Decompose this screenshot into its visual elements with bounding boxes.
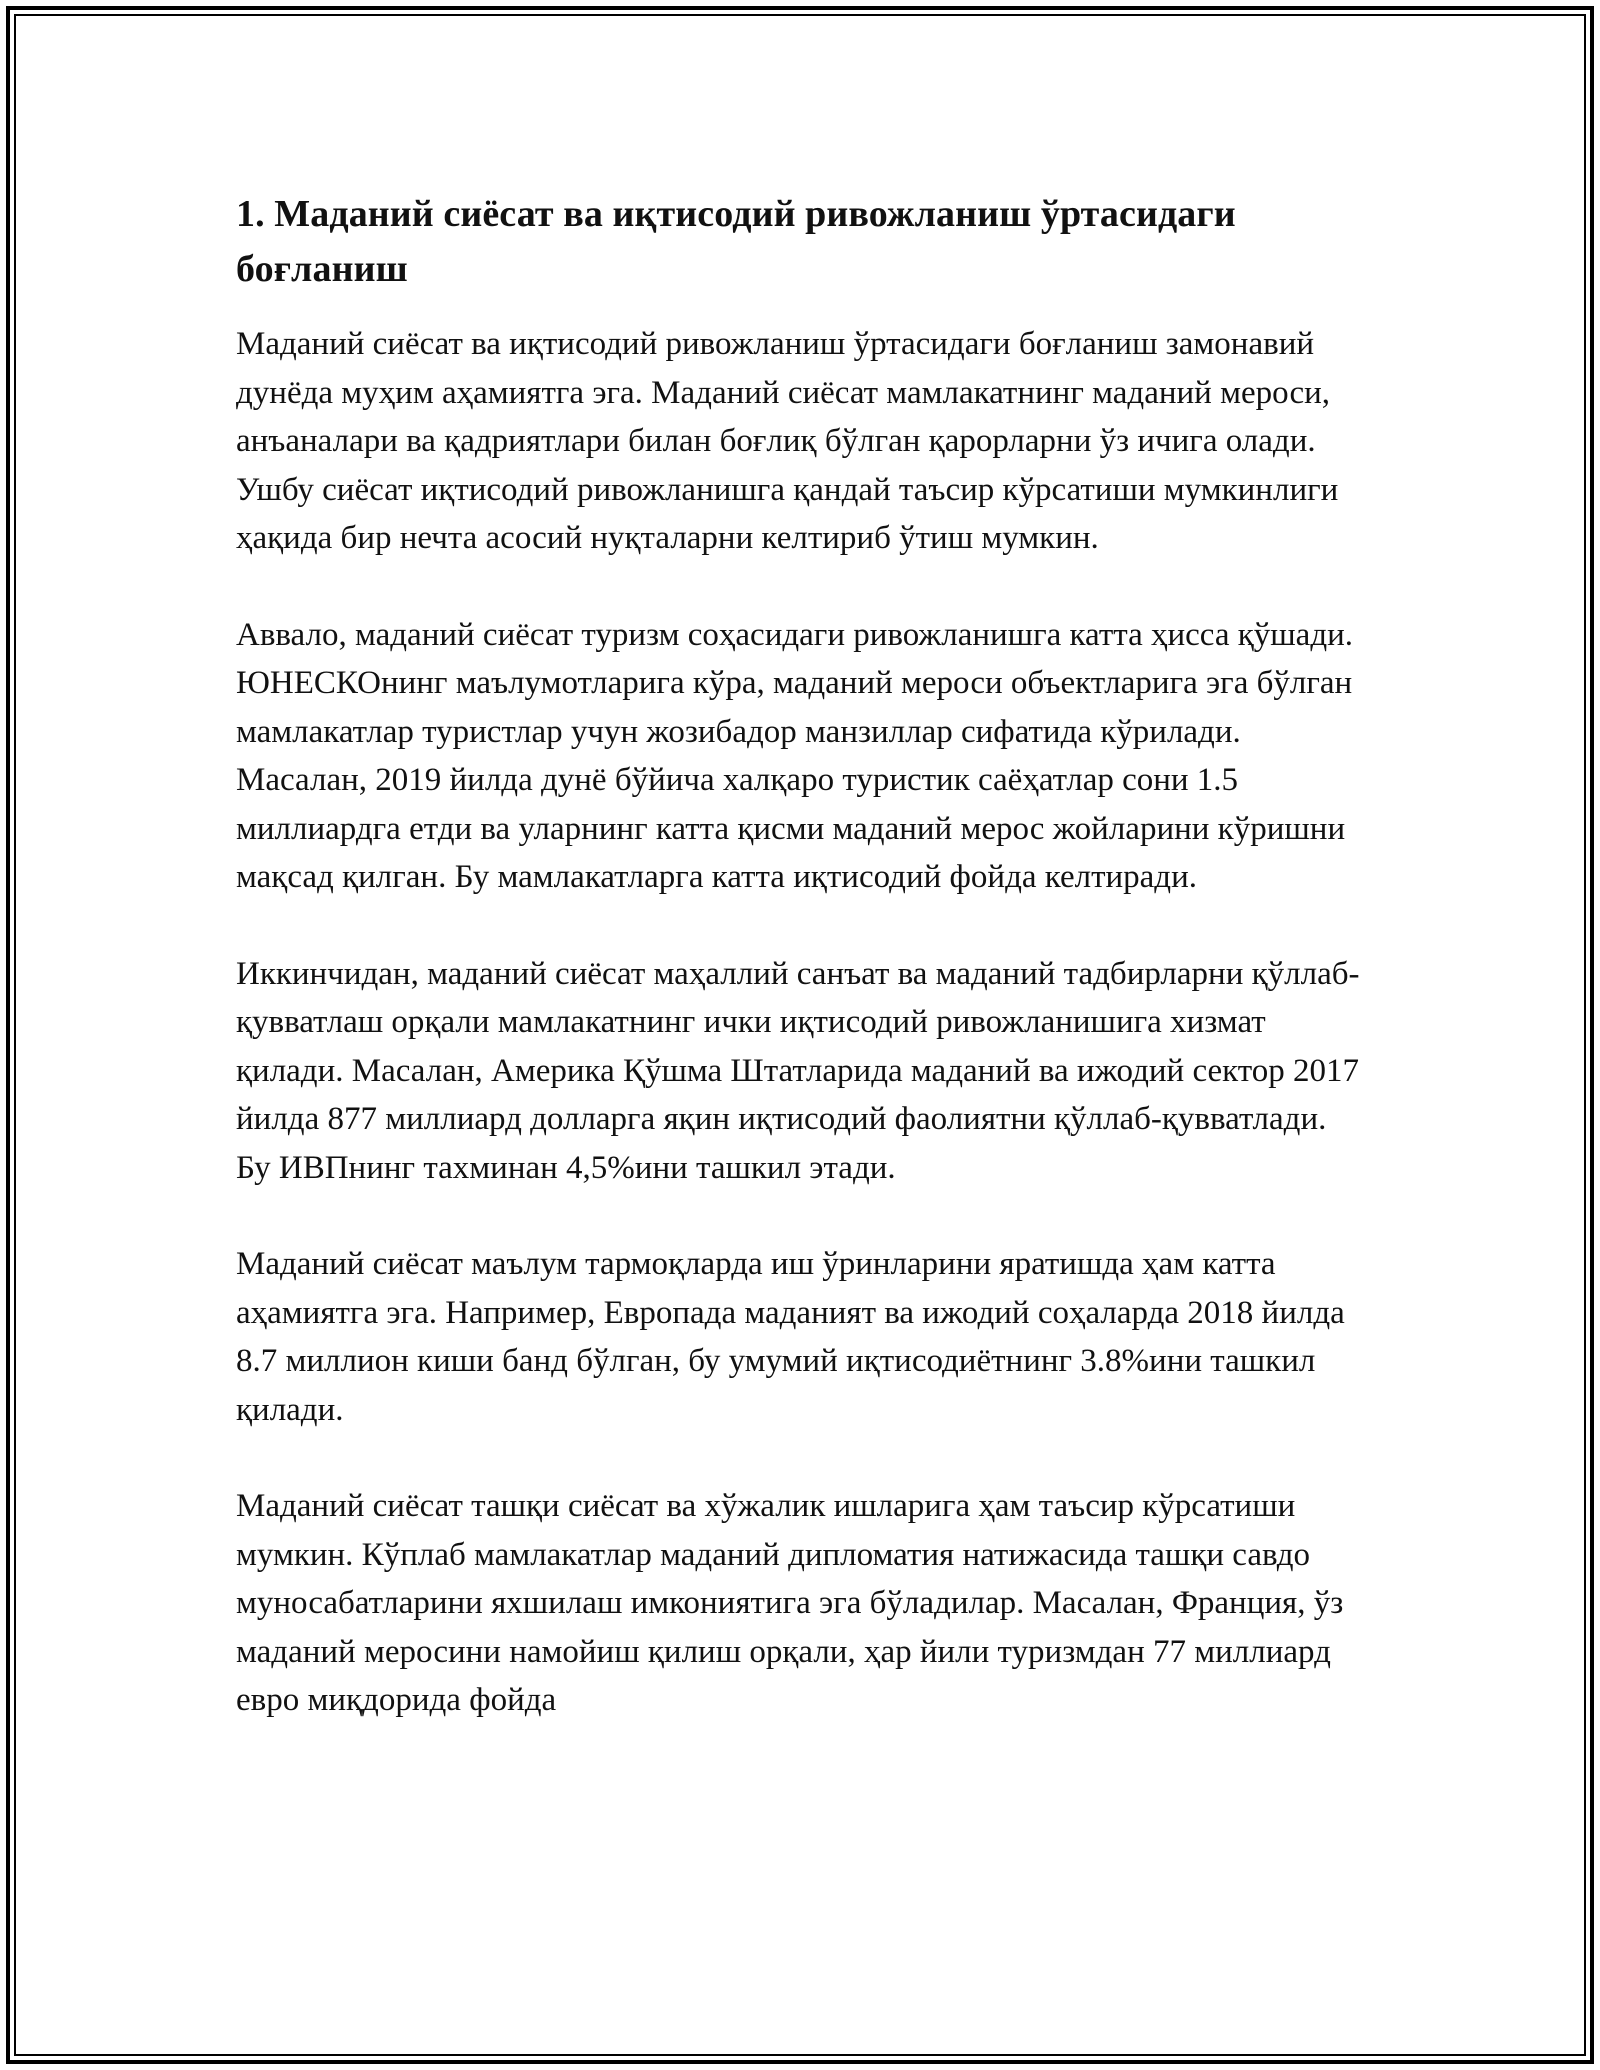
paragraph-employment: Маданий сиёсат маълум тармоқларда иш ўринларини яратишда ҳам катта аҳамиятга эга. Например, Европада маданият ва ижодий соҳаларда 2018 йилда 8.7 миллион киши банд бўлган, бу умумий иқтисодиётнинг 3.8%ини ташкил қилади. (236, 1246, 1345, 1428)
paragraph-intro: Маданий сиёсат ва иқтисодий ривожланиш ўртасидаги боғланиш замонавий дунёда муҳим аҳамиятга эга. Маданий сиёсат мамлакатнинг маданий мероси, анъаналари ва қадриятлари билан боғлиқ бўлган қарорларни ўз ичига олади. Ушбу сиёсат иқтисодий ривожланишга қандай таъсир кўрсатиши мумкинлиги ҳақида бир нечта асосий нуқталарни келтириб ўтиш мумкин. (236, 326, 1339, 556)
paragraph-foreign-policy: Маданий сиёсат ташқи сиёсат ва хўжалик ишларига ҳам таъсир кўрсатиши мумкин. Кўплаб мамлакатлар маданий дипломатия натижасида ташқи савдо муносабатларини яхшилаш имкониятига эга бўладилар. Масалан, Франция, ўз маданий меросини намойиш қилиш орқали, ҳар йили туризмдан 77 миллиард евро миқдорида фойда (236, 1488, 1344, 1718)
paragraph-local-arts: Иккинчидан, маданий сиёсат маҳаллий санъат ва маданий тадбирларни қўллаб-қувватлаш орқали мамлакатнинг ички иқтисодий ривожланишига хизмат қилади. Масалан, Америка Қўшма Штатларида маданий ва ижодий сектор 2017 йилда 877 миллиард долларга яқин иқтисодий фаолиятни қўллаб-қувватлади. Бу ИВПнинг тахминан 4,5%ини ташкил этади. (236, 955, 1360, 1186)
section-heading: 1. Маданий сиёсат ва иқтисодий ривожланиш ўртасидаги боғланиш (236, 193, 1236, 290)
document-page (236, 187, 1366, 1773)
paragraph-tourism: Аввало, маданий сиёсат туризм соҳасидаги ривожланишга катта ҳисса қўшади. ЮНЕСКОнинг маълумотларига кўра, маданий мероси объектларига эга бўлган мамлакатлар туристлар учун жозибадор манзиллар сифатида кўрилади. Масалан, 2019 йилда дунё бўйича халқаро туристик саёҳатлар сони 1.5 миллиардга етди ва уларнинг катта қисми маданий мерос жойларини кўришни мақсад қилган. Бу мамлакатларга катта иқтисодий фойда келтиради. (236, 616, 1354, 895)
